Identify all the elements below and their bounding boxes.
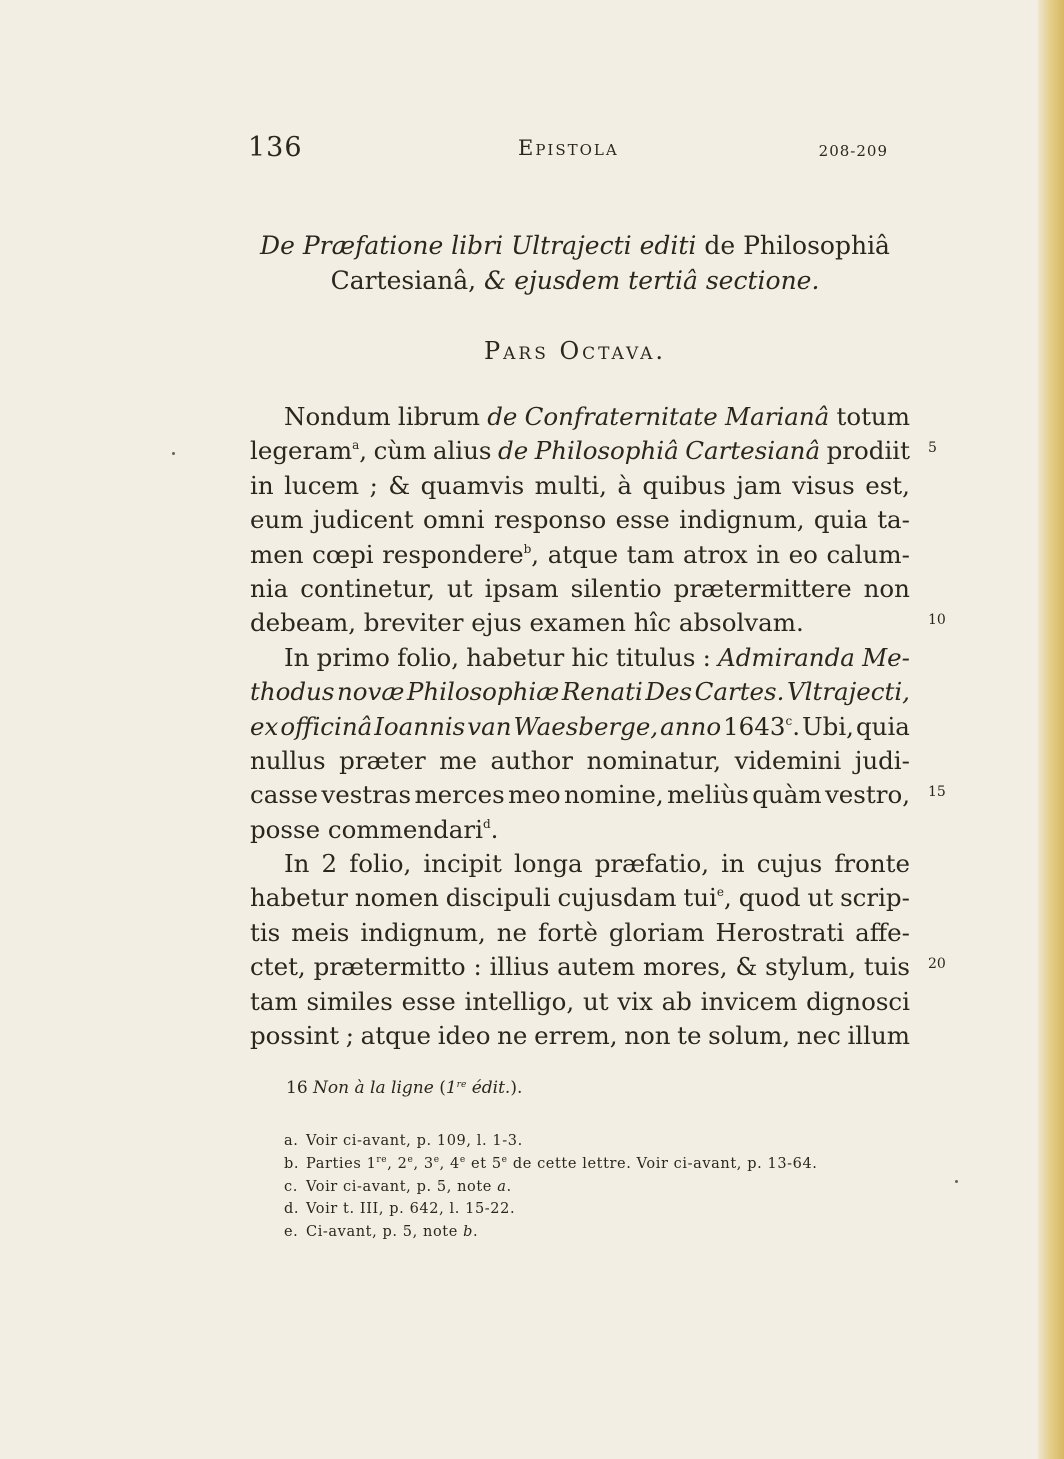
variant-edition-number: 1 — [445, 1078, 457, 1098]
footnote — [284, 1153, 818, 1176]
variant-text: Non à la ligne — [313, 1078, 434, 1098]
footnote-letter: c. — [284, 1178, 298, 1195]
text-line: legeram$^a$, cùm alius de Philosophiâ Cartesianâ prodiit — [250, 436, 910, 466]
footnote-text: Parties 1re, 2e, 3e, 4e et 5e de cette lettre. Voir ci-avant, p. 13-64. — [306, 1154, 818, 1172]
footnote — [284, 1198, 818, 1221]
text-line: In primo folio, habetur hic titulus : Admiranda Me- — [284, 642, 910, 672]
variant-edition-sup: re — [456, 1080, 467, 1090]
page-number: 136 — [248, 132, 303, 163]
footnote-letter: b. — [284, 1155, 300, 1172]
heading-roman-1: de Philosophiâ — [696, 231, 890, 260]
text-line: habetur nomen discipuli cujusdam tui$^e$, quod ut scrip- — [250, 883, 910, 913]
heading-line-2 — [250, 263, 900, 298]
footnote-text: Voir t. III, p. 642, l. 15-22. — [306, 1201, 516, 1218]
line-number: 20 — [928, 956, 946, 972]
text-line: Nondum librum de Confraternitate Marianâ totum — [284, 402, 910, 431]
footnotes — [284, 1130, 818, 1244]
text-line: posse commendari$^d$. — [250, 814, 499, 844]
section-title: Pars Octava. — [483, 337, 667, 365]
footnote-letter: d. — [284, 1201, 300, 1218]
text-line: debeam, breviter ejus examen hîc absolvam. — [250, 608, 804, 638]
text-line: possint ; atque ideo ne errem, non te solum, nec illum — [250, 1021, 910, 1051]
page-edge — [1038, 0, 1064, 1459]
text-line: in lucem ; & quamvis multi, à quibus jam visus est, — [250, 470, 910, 500]
variant-edition-text: édit. — [466, 1078, 511, 1098]
text-line: tam similes esse intelligo, ut vix ab invicem dignosci — [250, 986, 910, 1016]
body-text — [250, 400, 910, 1053]
heading-line-1 — [250, 228, 900, 263]
running-title: Epistola — [518, 136, 619, 160]
footnote-text: Voir ci-avant, p. 109, l. 1-3. — [306, 1133, 523, 1149]
variant-note — [286, 1078, 522, 1098]
text-line: In 2 folio, incipit longa præfatio, in cujus fronte — [284, 849, 910, 879]
letter-range: 208-209 — [818, 142, 888, 160]
text-line: men cœpi respondere$^b$, atque tam atrox in eo calum- — [250, 539, 910, 569]
text-line: ctet, prætermitto : illius autem mores, & stylum, tuis — [250, 952, 910, 982]
heading-italic-1: De Præfatione libri Ultrajecti editi — [260, 231, 697, 260]
text-line: nullus præter me author nominatur, videmini judi- — [250, 745, 910, 775]
line-number: 5 — [928, 440, 937, 456]
letter-heading — [250, 228, 900, 298]
text-line: nia continetur, ut ipsam silentio prætermittere non — [250, 573, 910, 603]
line-number: 15 — [928, 784, 946, 800]
text-line: eum judicent omni responso esse indignum, quia ta- — [250, 505, 910, 535]
text-line: casse vestras merces meo nomine, meliùs quàm vestro, — [250, 780, 910, 810]
text-line: tis meis indignum, ne fortè gloriam Herostrati affe- — [250, 917, 910, 947]
line-number: 10 — [928, 612, 946, 628]
footnote — [284, 1221, 818, 1244]
heading-italic-2: & ejusdem tertiâ sectione. — [484, 266, 820, 295]
variant-line-number: 16 — [286, 1078, 308, 1098]
footnote-letter: a. — [284, 1133, 299, 1149]
footnote — [284, 1130, 818, 1153]
variant-open: ( — [439, 1078, 446, 1098]
footnote-letter: e. — [284, 1224, 299, 1241]
variant-close: ). — [510, 1078, 523, 1098]
footnote-text: Voir ci-avant, p. 5, note a. — [306, 1178, 512, 1195]
text-line: thodus novæ Philosophiæ Renati Des Cartes. Vltrajecti, — [250, 677, 910, 707]
footnote — [284, 1176, 818, 1199]
paper-speck — [955, 1180, 958, 1183]
footnote-text: Ci-avant, p. 5, note b. — [306, 1224, 479, 1241]
heading-roman-2: Cartesianâ, — [330, 266, 485, 295]
paper-speck — [172, 452, 175, 455]
text-line: ex officinâ Ioannis van Waesberge, anno 1643$^c$. Ubi, quia — [250, 711, 910, 741]
running-head — [248, 132, 888, 166]
